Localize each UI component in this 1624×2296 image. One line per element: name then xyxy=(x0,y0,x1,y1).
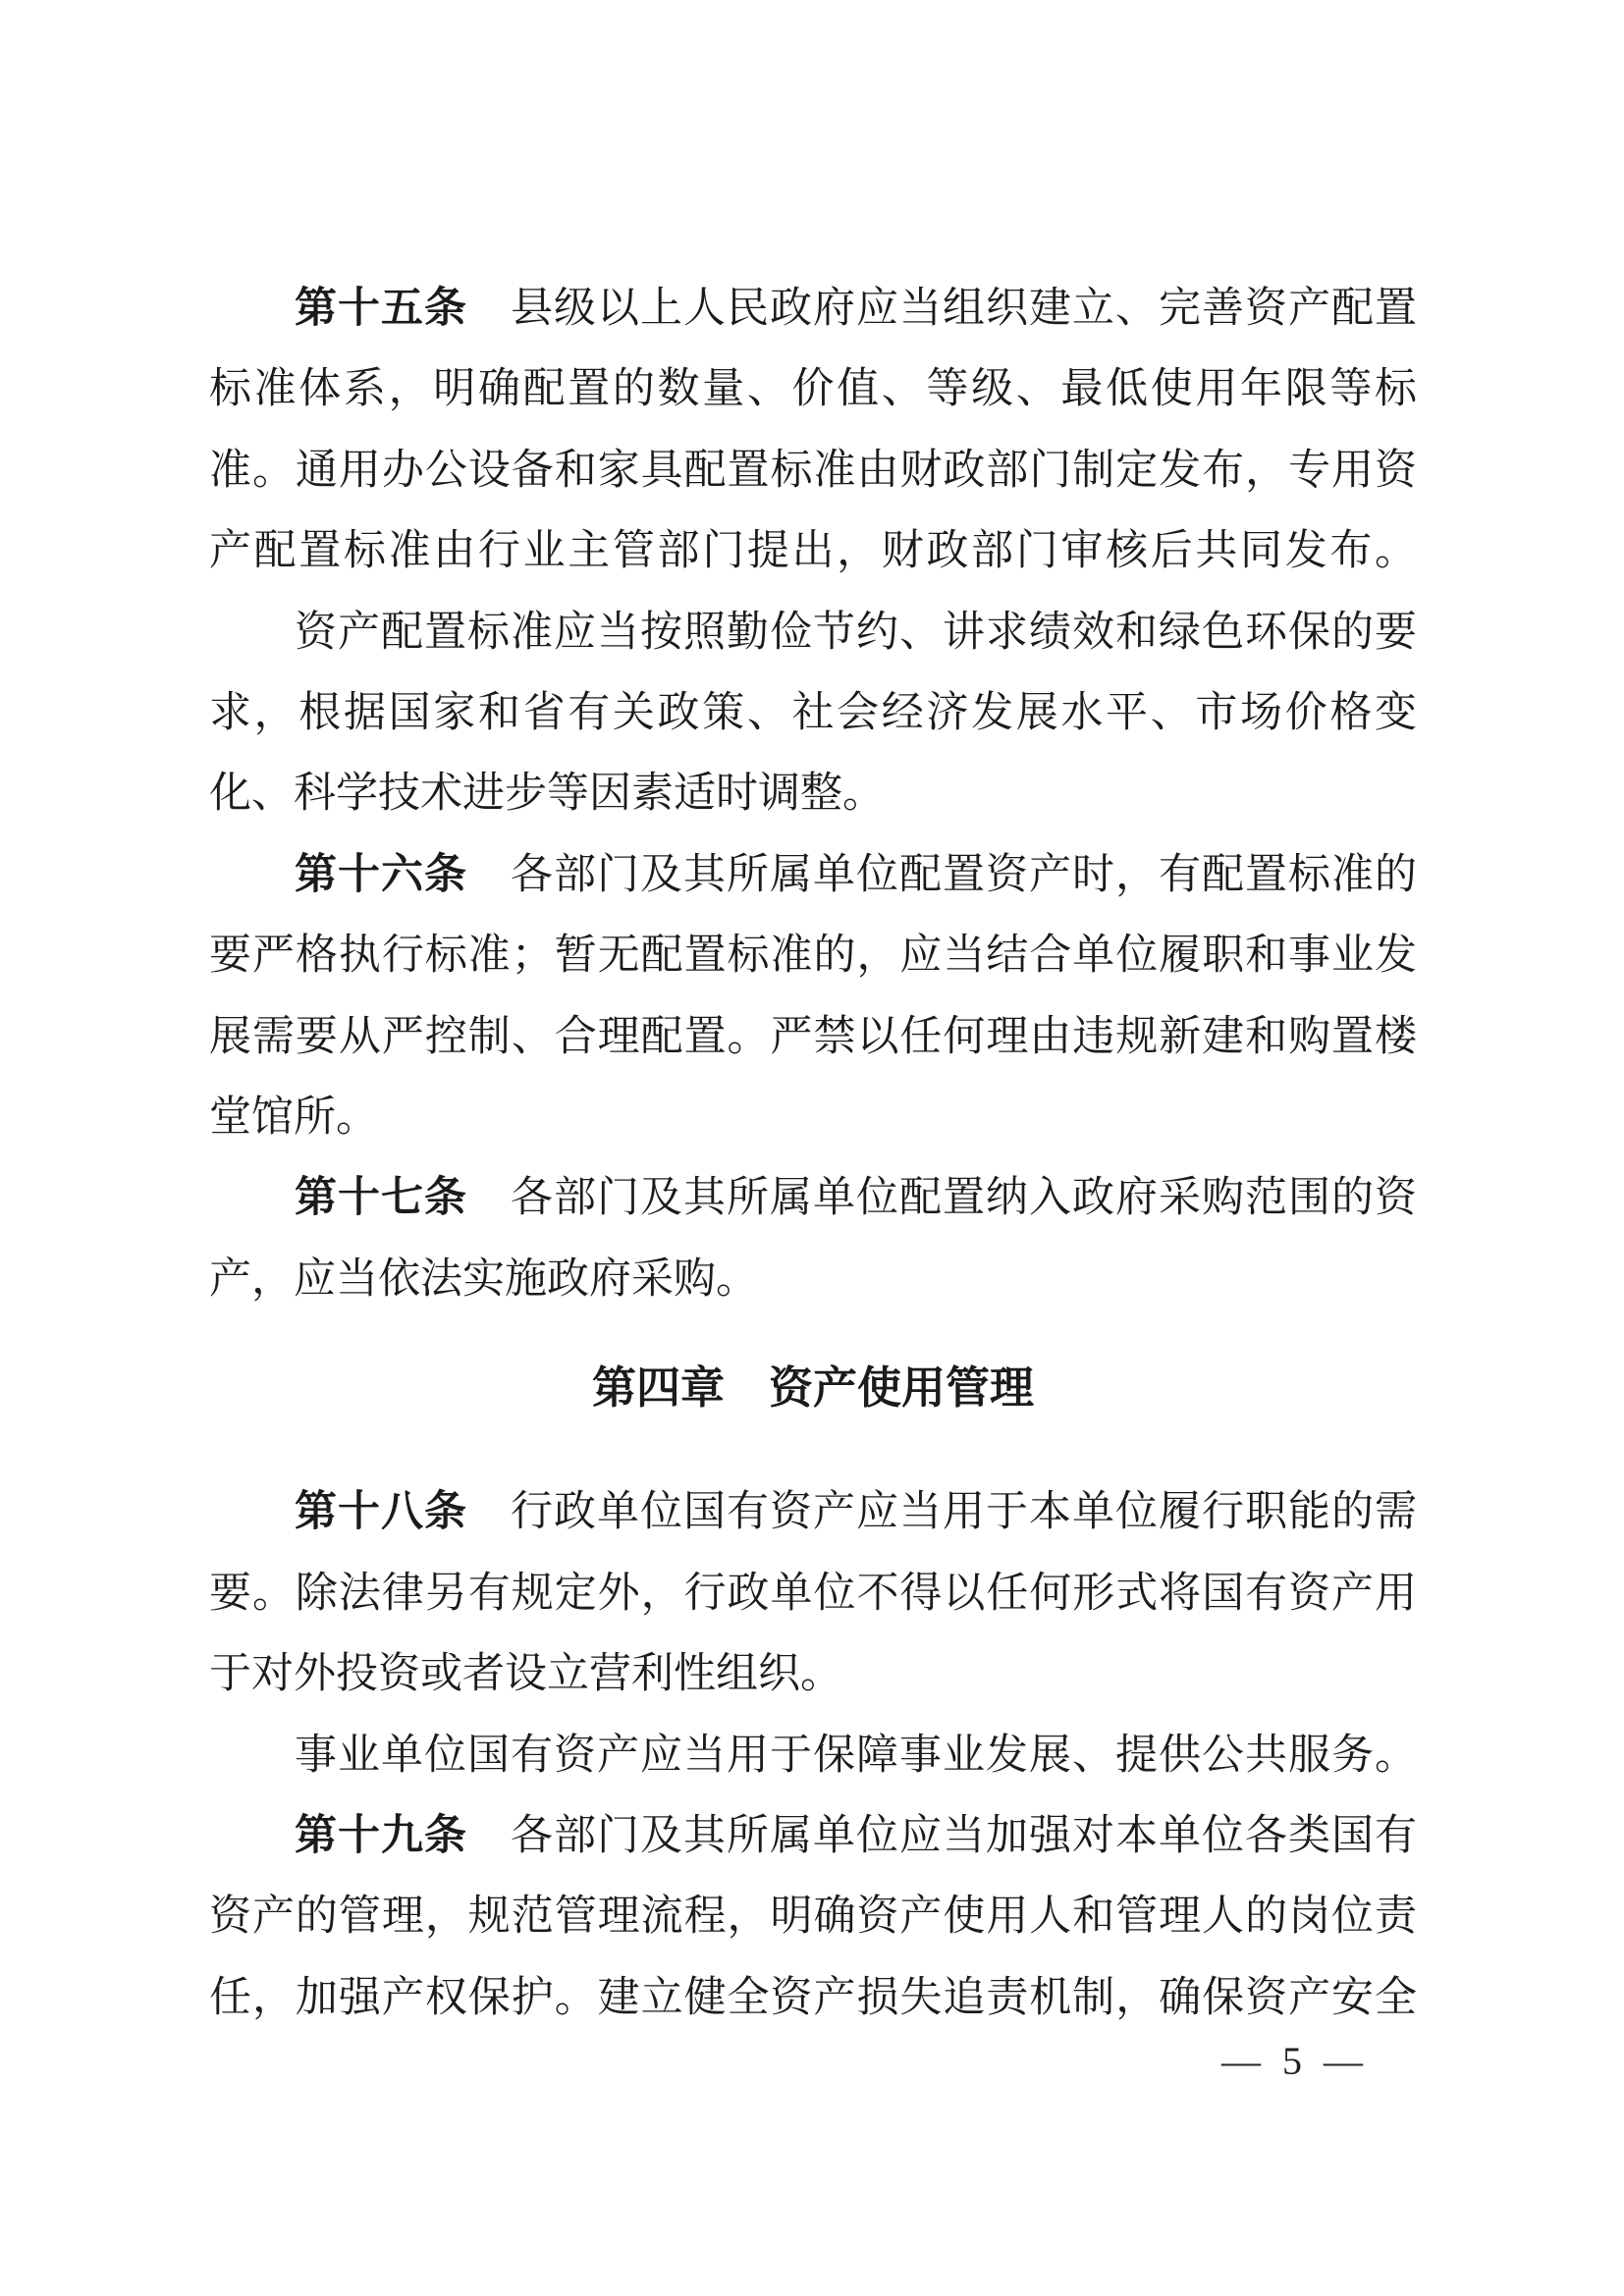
text-line: 堂馆所。 xyxy=(209,1094,378,1141)
text-line: 准。通用办公设备和家具配置标准由财政部门制定发布，专用资 xyxy=(209,447,1417,494)
text-line: 第十八条 行政单位国有资产应当用于本单位履行职能的需 xyxy=(295,1489,1417,1536)
text-line: 标准体系，明确配置的数量、价值、等级、最低使用年限等标 xyxy=(209,366,1417,413)
text-line: 第十七条 各部门及其所属单位配置纳入政府采购范围的资 xyxy=(295,1175,1417,1222)
article-number: 第十六条 xyxy=(295,851,511,898)
article-number: 第十七条 xyxy=(295,1175,511,1222)
article-number: 第十九条 xyxy=(295,1813,511,1860)
text-line: 求，根据国家和省有关政策、社会经济发展水平、市场价格变 xyxy=(209,689,1417,736)
text-line: 展需要从严控制、合理配置。严禁以任何理由违规新建和购置楼 xyxy=(209,1013,1417,1060)
text-line: 第十六条 各部门及其所属单位配置资产时，有配置标准的 xyxy=(295,851,1417,898)
text-line: 要严格执行标准；暂无配置标准的，应当结合单位履职和事业发 xyxy=(209,933,1417,980)
document-body xyxy=(209,269,1417,2039)
chapter-heading: 第四章 资产使用管理 xyxy=(591,1363,1034,1414)
article-number: 第十五条 xyxy=(295,286,511,332)
text-line: 于对外投资或者设立营利性组织。 xyxy=(209,1651,842,1698)
text-line: 资产的管理，规范管理流程，明确资产使用人和管理人的岗位责 xyxy=(209,1894,1417,1941)
text-line: 产，应当依法实施政府采购。 xyxy=(209,1255,758,1303)
text-line: 事业单位国有资产应当用于保障事业发展、提供公共服务。 xyxy=(295,1732,1417,1779)
text-line: 产配置标准由行业主管部门提出，财政部门审核后共同发布。 xyxy=(209,528,1417,575)
text-line: 资产配置标准应当按照勤俭节约、讲求绩效和绿色环保的要 xyxy=(295,609,1417,656)
text-line: 第十九条 各部门及其所属单位应当加强对本单位各类国有 xyxy=(295,1813,1417,1860)
text-line: 任，加强产权保护。建立健全资产损失追责机制，确保资产安全 xyxy=(209,1974,1417,2021)
text-line: 化、科学技术进步等因素适时调整。 xyxy=(209,771,885,818)
text-line: 第十五条 县级以上人民政府应当组织建立、完善资产配置 xyxy=(295,286,1417,332)
article-number: 第十八条 xyxy=(295,1489,511,1536)
text-line: 要。除法律另有规定外，行政单位不得以任何形式将国有资产用 xyxy=(209,1570,1417,1617)
page-number: — 5 — xyxy=(1221,2039,1369,2083)
